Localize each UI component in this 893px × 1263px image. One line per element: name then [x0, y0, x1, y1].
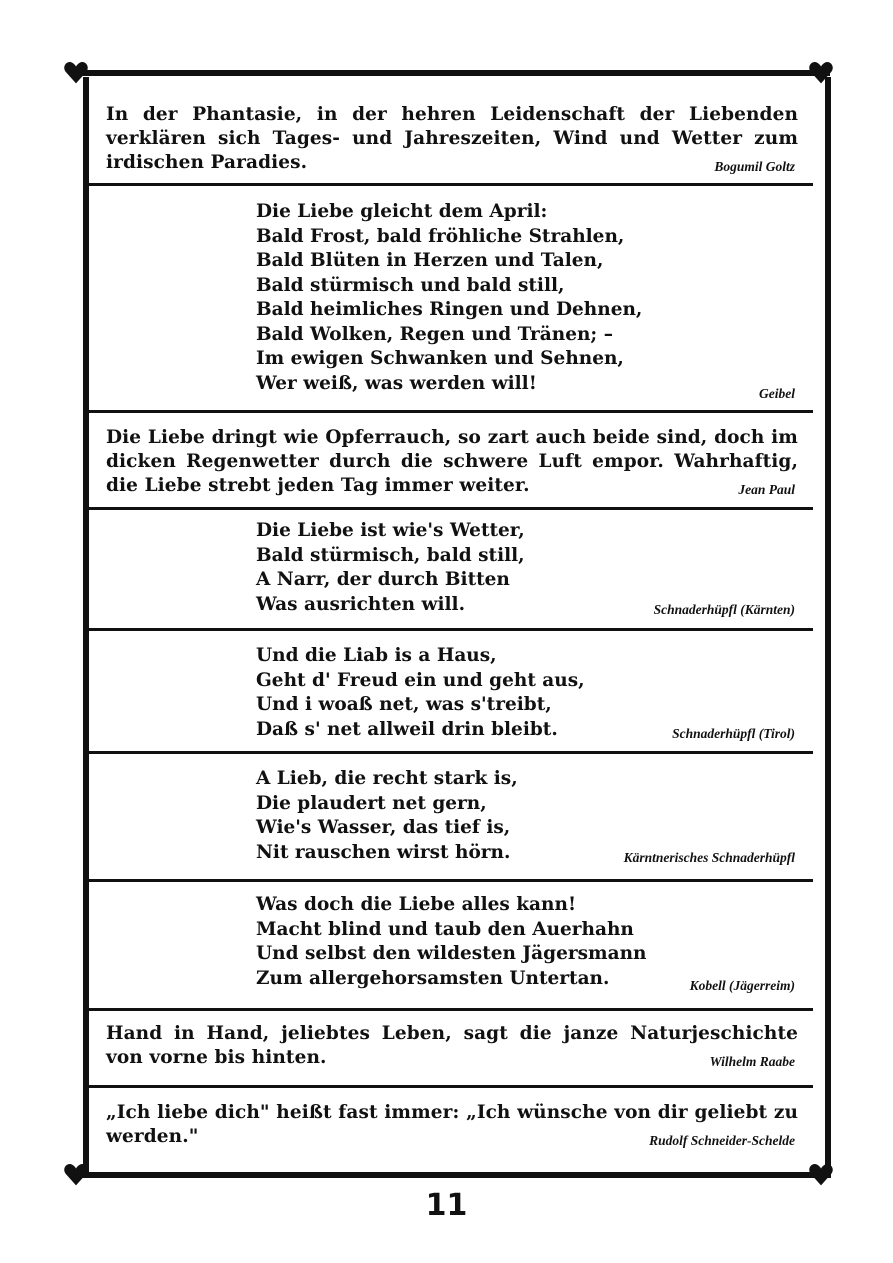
quote-author: Geibel	[759, 386, 795, 401]
separator-rule	[89, 879, 813, 882]
poem-kaernten	[256, 519, 525, 617]
poem-line: Bald Wolken, Regen und Tränen; –	[256, 323, 613, 345]
quote-goltz	[106, 103, 798, 175]
frame-top-rule	[70, 70, 830, 76]
poem-line: Und selbst den wildesten Jägersmann	[256, 943, 647, 964]
poem-line: Daß s' net allweil drin bleibt.	[256, 718, 558, 740]
quote-author: Schnaderhüpfl (Tirol)	[672, 726, 795, 741]
page-number: 11	[425, 1188, 468, 1223]
quote-text: „Ich liebe dich" heißt fast immer: „Ich wünsche von dir geliebt zu werden."	[106, 1102, 798, 1147]
separator-rule	[89, 1008, 813, 1011]
poem-line: Und die Liab is a Haus,	[256, 645, 497, 666]
poem-line: Bald stürmisch, bald still,	[256, 544, 525, 566]
poem-line: Im ewigen Schwanken und Sehnen,	[256, 348, 624, 369]
quote-text: Die Liebe dringt wie Opferrauch, so zart auch beide sind, doch im dicken Regenwetter durch die schwere Luft empor. Wahrhaftig, die Liebe strebt jeden Tag immer weiter.	[106, 427, 798, 496]
poem-line: Bald Frost, bald fröhliche Strahlen,	[256, 225, 625, 247]
poem-line: A Narr, der durch Bitten	[256, 569, 510, 590]
quote-author: Rudolf Schneider-Schelde	[649, 1133, 795, 1148]
poem-line: Geht d' Freud ein und geht aus,	[256, 669, 585, 691]
separator-rule	[89, 507, 813, 510]
separator-rule	[89, 628, 813, 631]
poem-line: Wer weiß, was werden will!	[256, 372, 537, 394]
separator-rule	[89, 183, 813, 186]
quote-raabe	[106, 1022, 798, 1070]
poem-line: Wie's Wasser, das tief is,	[256, 817, 511, 838]
poem-line: Und i woaß net, was s'treibt,	[256, 694, 552, 715]
quote-author: Kobell (Jägerreim)	[689, 978, 795, 993]
poem-line: Nit rauschen wirst hörn.	[256, 841, 511, 863]
poem-kaerntnerisch	[256, 767, 518, 865]
poem-line: Was ausrichten will.	[256, 593, 466, 615]
quote-text: In der Phantasie, in der hehren Leidenschaft der Liebenden verklären sich Tages- und Jahreszeiten, Wind und Wetter zum irdischen Paradies.	[106, 104, 798, 173]
heart-ornament-icon	[63, 1162, 89, 1188]
heart-ornament-icon	[808, 1162, 834, 1188]
quote-text: Hand in Hand, jeliebtes Leben, sagt die janze Naturjeschichte von vorne bis hinten.	[106, 1023, 798, 1068]
quote-jean-paul	[106, 426, 798, 498]
quote-author: Jean Paul	[738, 482, 795, 497]
poem-line: Die plaudert net gern,	[256, 792, 487, 814]
poem-line: Macht blind und taub den Auerhahn	[256, 918, 634, 940]
separator-rule	[89, 1085, 813, 1088]
quote-author: Bogumil Goltz	[714, 159, 795, 174]
separator-rule	[89, 751, 813, 754]
poem-line: Bald Blüten in Herzen und Talen,	[256, 250, 604, 271]
poem-line: Bald stürmisch und bald still,	[256, 274, 565, 296]
quote-author: Schnaderhüpfl (Kärnten)	[653, 602, 795, 617]
poem-tirol	[256, 644, 585, 742]
poem-line: Bald heimliches Ringen und Dehnen,	[256, 299, 643, 320]
poem-line: A Lieb, die recht stark is,	[256, 768, 518, 789]
poem-line: Die Liebe ist wie's Wetter,	[256, 520, 525, 541]
poem-line: Zum allergehorsamsten Untertan.	[256, 967, 610, 989]
poem-kobell	[256, 893, 647, 991]
poem-geibel	[256, 200, 642, 396]
quote-author: Wilhelm Raabe	[709, 1054, 795, 1069]
separator-rule	[89, 410, 813, 413]
heart-ornament-icon	[63, 60, 89, 86]
poem-line: Was doch die Liebe alles kann!	[256, 894, 577, 915]
heart-ornament-icon	[808, 60, 834, 86]
quote-author: Kärntnerisches Schnaderhüpfl	[623, 850, 795, 865]
poem-line: Die Liebe gleicht dem April:	[256, 201, 548, 222]
